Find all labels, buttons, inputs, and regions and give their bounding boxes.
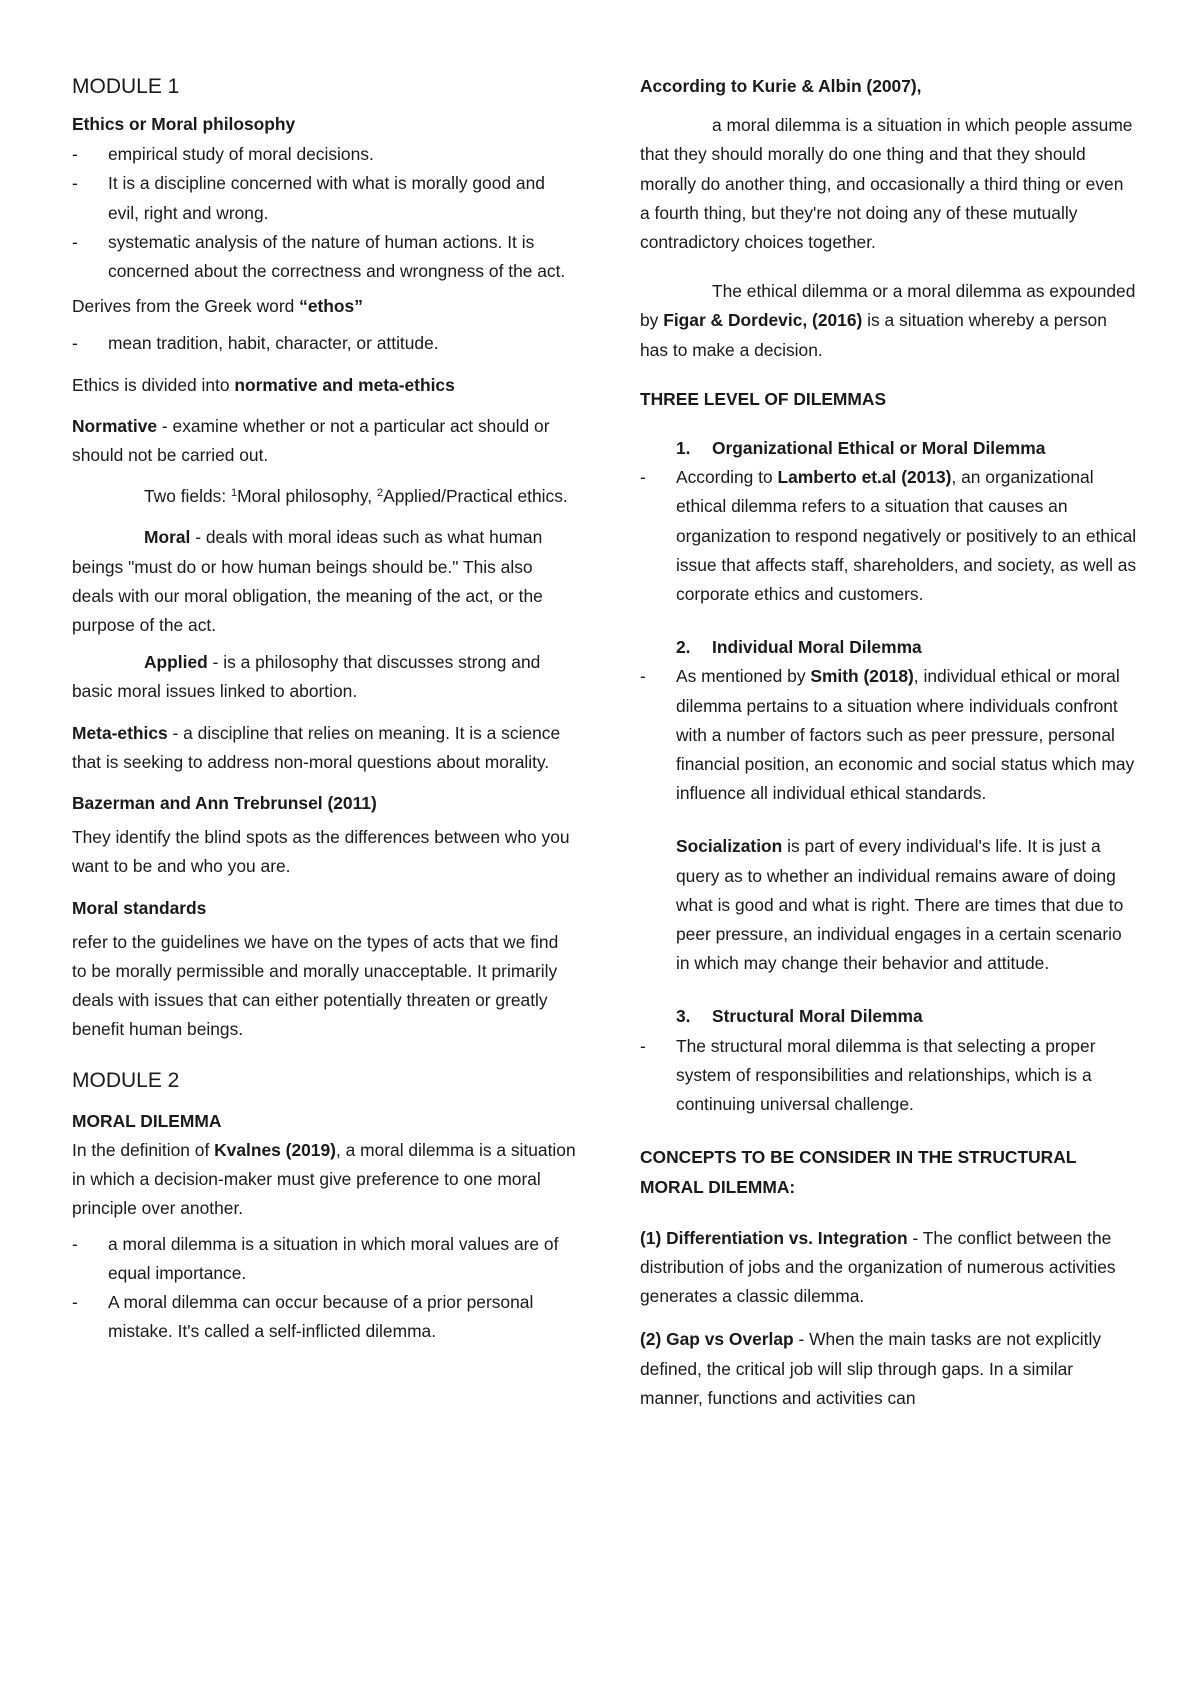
list-item: - empirical study of moral decisions. <box>72 140 577 169</box>
figar-paragraph <box>640 277 1137 365</box>
ind-heading <box>640 633 1137 662</box>
list-item <box>640 662 1137 808</box>
kvalnes-paragraph <box>72 1136 577 1224</box>
ind-text: , individual ethical or moral dilemma pertains to a situation where individuals confront with a number of factors such as peer pressure, personal financial position, an economic and social status which may influence all individual ethical standards. <box>676 666 1135 804</box>
list-item: - systematic analysis of the nature of human actions. It is concerned about the correctness and wrongness of the act. <box>72 228 577 286</box>
list-item <box>640 463 1137 609</box>
footnote-marker: 1 <box>231 487 238 500</box>
applied-term: Applied <box>144 652 208 673</box>
org-heading <box>640 434 1137 463</box>
figar-text: is a situation whereby a person has to make a decision. <box>640 310 1107 360</box>
socialization-paragraph <box>640 832 1137 978</box>
applied-text: - is a philosophy that discusses strong and basic moral issues linked to abortion. <box>72 652 541 702</box>
str-number: 3. <box>676 1006 691 1027</box>
concept-1-text: - The conflict between the distribution of jobs and the organization of numerous activities generates a classic dilemma. <box>640 1227 1116 1307</box>
figar-bold: Figar & Dordevic, (2016) <box>663 310 863 331</box>
ethics-list <box>72 140 577 286</box>
meta-text: - a discipline that relies on meaning. It is a science that is seeking to address non-moral questions about morality. <box>72 722 561 772</box>
divided-paragraph <box>72 371 577 400</box>
moral-text: - deals with moral ideas such as what human beings "must do or how human beings should be." This also deals with our moral obligation, the meaning of the act, or the purpose of the act. <box>72 527 543 636</box>
str-heading <box>640 1002 1137 1031</box>
two-fields-prefix: Two fields: <box>144 486 231 507</box>
kvalnes-prefix: In the definition of <box>72 1139 215 1160</box>
org-text: , an organizational ethical dilemma refers to a situation that causes an organization to respond negatively or positively to an ethical issue that affects staff, shareholders, and society, as well as corporate ethics and customers. <box>676 467 1137 605</box>
list-item: - A moral dilemma can occur because of a prior personal mistake. It's called a self-inflicted dilemma. <box>72 1288 577 1346</box>
standards-heading: Moral standards <box>72 897 207 918</box>
ind-bold: Smith (2018) <box>810 666 914 687</box>
derives-list <box>72 329 577 358</box>
kvalnes-text: , a moral dilemma is a situation in which a decision-maker must give preference to one moral principle over another. <box>72 1139 576 1219</box>
list-item: - a moral dilemma is a situation in which moral values are of equal importance. <box>72 1230 577 1288</box>
socialization-term: Socialization <box>676 836 783 857</box>
concept-1-term: (1) Differentiation vs. Integration <box>640 1227 908 1248</box>
divided-prefix: Ethics is divided into <box>72 374 235 395</box>
meta-term: Meta-ethics <box>72 722 168 743</box>
three-levels-heading: THREE LEVEL OF DILEMMAS <box>640 388 887 409</box>
kvalnes-bold: Kvalnes (2019) <box>214 1139 336 1160</box>
module-1-body <box>72 110 577 1346</box>
meta-paragraph <box>72 719 577 777</box>
ind-heading-text: Individual Moral Dilemma <box>712 637 922 658</box>
two-fields-paragraph <box>72 482 577 511</box>
moral-term: Moral <box>144 527 191 548</box>
kurie-text: a moral dilemma is a situation in which people assume that they should morally do one thing and that they should morally do another thing, and occasionally a third thing or even a fourth thing, but they're not doing any of these mutually contradictory choices together. <box>640 115 1133 253</box>
module-2-title: MODULE 2 <box>72 1068 180 1092</box>
bazerman-text: They identify the blind spots as the differences between who you want to be and who you are. <box>72 827 570 877</box>
dilemma-heading: MORAL DILEMMA <box>72 1110 222 1131</box>
derives-prefix: Derives from the Greek word <box>72 296 300 317</box>
module-1-title: MODULE 1 <box>72 75 180 98</box>
kurie-heading: According to Kurie & Albin (2007), <box>640 76 922 96</box>
concept-2 <box>640 1325 1137 1413</box>
derives-word: “ethos” <box>299 296 363 317</box>
standards-text: refer to the guidelines we have on the types of acts that we find to be morally permissible and morally unacceptable. It primarily deals with issues that can either potentially threaten or greatly benefit human beings. <box>72 931 559 1040</box>
org-bold: Lamberto et.al (2013) <box>777 467 952 488</box>
normative-term: Normative <box>72 415 158 436</box>
normative-paragraph <box>72 412 577 470</box>
ind-number: 2. <box>676 637 691 658</box>
org-prefix: According to <box>676 467 778 488</box>
moral-paragraph <box>72 523 577 640</box>
str-list <box>640 1032 1137 1120</box>
bazerman-heading: Bazerman and Ann Trebrunsel (2011) <box>72 793 377 814</box>
field-2: Applied/Practical ethics. <box>383 486 568 507</box>
normative-text: - examine whether or not a particular act should or should not be carried out. <box>72 415 550 466</box>
ind-prefix: As mentioned by <box>676 666 811 687</box>
list-item: - It is a discipline concerned with what is morally good and evil, right and wrong. <box>72 169 577 227</box>
footnote-marker: 2 <box>376 487 384 500</box>
dilemma-list <box>72 1230 577 1347</box>
concept-1 <box>640 1224 1137 1312</box>
ethics-heading: Ethics or Moral philosophy <box>72 114 296 134</box>
str-heading-text: Structural Moral Dilemma <box>712 1006 923 1027</box>
ind-list <box>640 662 1137 808</box>
derives-paragraph <box>72 292 577 321</box>
applied-paragraph <box>72 648 577 706</box>
org-heading-text: Organizational Ethical or Moral Dilemma <box>712 438 1046 459</box>
list-item: - The structural moral dilemma is that selecting a proper system of responsibilities and relationships, which is a continuing universal challenge. <box>640 1032 1137 1120</box>
concept-2-text: - When the main tasks are not explicitly defined, the critical job will slip through gaps. In a similar manner, functions and activities can <box>640 1329 1102 1408</box>
figar-prefix: The ethical dilemma or a moral dilemma as expounded by <box>640 281 1136 331</box>
org-list <box>640 463 1137 609</box>
concepts-heading: CONCEPTS TO BE CONSIDER IN THE STRUCTURAL MORAL DILEMMA: <box>640 1147 1077 1197</box>
right-column <box>640 72 1137 1413</box>
field-1: Moral philosophy, <box>237 486 373 507</box>
list-item: - mean tradition, habit, character, or attitude. <box>72 329 577 358</box>
concept-2-term: (2) Gap vs Overlap <box>640 1329 794 1350</box>
org-number: 1. <box>676 438 691 459</box>
socialization-text: is part of every individual's life. It is just a query as to whether an individual remains aware of doing what is good and what is right. There are times that due to peer pressure, an individual engages in a certain scenario in which may change their behavior and attitude. <box>676 836 1124 974</box>
divided-bold: normative and meta-ethics <box>234 374 455 395</box>
